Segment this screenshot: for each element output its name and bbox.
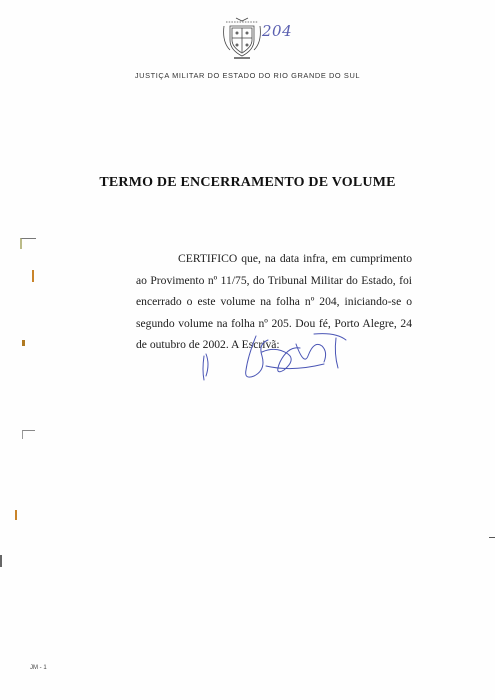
handwritten-folio-number: 204 — [262, 22, 293, 40]
certificate-text: CERTIFICO que, na data infra, em cumprimento ao Provimento nº 11/75, do Tribunal Militar do Estado, foi encerrado o este volume na folha nº 204, iniciando-se o segundo volume na folha nº 205. Dou fé, Porto Alegre, 24 de outubro de 2002. A Escrivã: — [136, 252, 412, 351]
edge-mark — [0, 555, 2, 567]
coat-of-arms-icon — [222, 16, 262, 62]
edge-mark — [489, 537, 495, 538]
handwritten-signature — [196, 326, 356, 382]
institution-header: JUSTIÇA MILITAR DO ESTADO DO RIO GRANDE DO SUL — [134, 71, 361, 80]
margin-mark — [15, 510, 17, 520]
form-code: JM - 1 — [30, 665, 47, 671]
margin-mark — [22, 430, 35, 439]
document-title: TERMO DE ENCERRAMENTO DE VOLUME — [99, 175, 396, 190]
margin-mark — [22, 340, 25, 346]
margin-mark — [32, 270, 34, 282]
margin-mark — [20, 238, 36, 249]
